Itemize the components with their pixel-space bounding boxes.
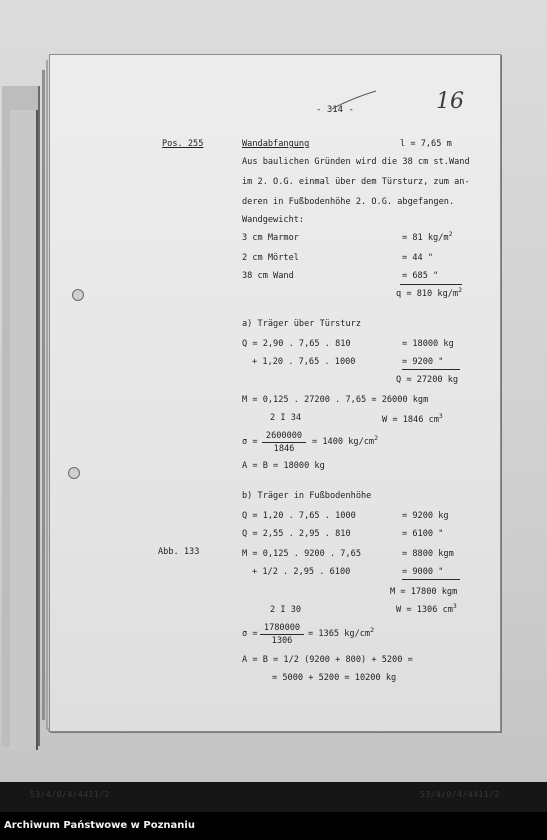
section-b-load-1: Q = 1,20 . 7,65 . 1000 xyxy=(242,511,356,521)
section-a-section-modulus: W = 1846 $cm^3$ xyxy=(382,412,443,425)
underlying-sheet-edge xyxy=(10,110,38,750)
section-a-moment: M = 0,125 . 27200 . 7,65 = 26000 kgm xyxy=(242,395,429,405)
section-b-load-2: Q = 2,55 . 2,95 . 810 xyxy=(242,529,351,539)
section-b-load-1-value: = 9200 kg xyxy=(402,511,449,521)
page-number: - 314 - xyxy=(316,105,354,115)
weight-total: q = 810 $kg/m^2$ xyxy=(396,286,463,299)
fraction-bar-b xyxy=(260,634,304,635)
intro-line-2: im 2. O.G. einmal über dem Türsturz, zum an- xyxy=(242,177,470,187)
section-a-stress-result: = 1400 $kg/cm^2$ xyxy=(312,434,379,447)
section-b-stress-result: = 1365 $kg/cm^2$ xyxy=(308,626,375,639)
section-b-reaction-1: A = B = 1/2 (9200 + 800) + 5200 = xyxy=(242,655,413,665)
section-a-stress-numerator: 2600000 xyxy=(265,431,303,441)
section-b-stress-prefix: σ = xyxy=(242,629,258,639)
section-a-load-1-value: = 18000 kg xyxy=(402,339,454,349)
film-code-left: 53/4/0/4/4411/2 xyxy=(30,790,110,799)
section-b-moment-sum: M = 17800 kgm xyxy=(390,587,458,597)
punch-hole-bottom xyxy=(68,467,80,479)
page-stack-edge-2 xyxy=(46,60,48,730)
weight-value-3: = 685 " xyxy=(402,271,439,281)
section-a-load-2-value: = 9200 " xyxy=(402,357,444,367)
section-a-title: a) Träger über Türsturz xyxy=(242,319,361,329)
section-b-title: b) Träger in Fußbodenhöhe xyxy=(242,491,372,501)
section-a-load-1: Q = 2,90 . 7,65 . 810 xyxy=(242,339,351,349)
section-b-section-modulus: W = 1306 $cm^3$ xyxy=(396,602,457,615)
film-code-right: 53/4/0/4/4411/2 xyxy=(420,790,500,799)
section-heading: Wandabfangung xyxy=(242,139,310,149)
sum-rule-2 xyxy=(402,369,460,370)
section-b-moment-2-value: = 9000 " xyxy=(402,567,444,577)
weight-label-2: 2 cm Mörtel xyxy=(242,253,299,263)
position-label: Pos. 255 xyxy=(162,139,204,149)
section-b-stress-denominator: 1306 xyxy=(271,636,293,646)
figure-reference: Abb. 133 xyxy=(158,547,200,557)
section-b-moment-2: + 1/2 . 2,95 . 6100 xyxy=(252,567,351,577)
section-a-stress-denominator: 1846 xyxy=(273,444,295,454)
span-length: l = 7,65 m xyxy=(400,139,452,149)
section-b-profile: 2 I 30 xyxy=(270,605,302,615)
sum-rule-1 xyxy=(400,284,462,285)
section-b-moment-1-value: = 8800 kgm xyxy=(402,549,454,559)
punch-hole-top xyxy=(72,289,84,301)
section-a-stress-prefix: σ = xyxy=(242,437,258,447)
section-b-stress-numerator: 1780000 xyxy=(263,623,301,633)
weight-value-1: = 81 $kg/m^2$ xyxy=(402,230,453,243)
section-b-reaction-2: = 5000 + 5200 = 10200 kg xyxy=(272,673,397,683)
handwritten-page-number: 16 xyxy=(436,89,464,114)
page-stack-edge xyxy=(42,70,45,720)
intro-line-1: Aus baulichen Gründen wird die 38 cm st.Wand xyxy=(242,157,470,167)
fraction-bar-a xyxy=(262,442,306,443)
archive-name: Archiwum Państwowe w Poznaniu xyxy=(4,820,195,831)
weight-label-1: 3 cm Marmor xyxy=(242,233,299,243)
section-a-reaction: A = B = 18000 kg xyxy=(242,461,325,471)
section-a-profile: 2 I 34 xyxy=(270,413,302,423)
section-a-load-2: + 1,20 . 7,65 . 1000 xyxy=(252,357,356,367)
intro-line-3: deren in Fußbodenhöhe 2. O.G. abgefangen. xyxy=(242,197,455,207)
handwritten-stroke xyxy=(330,89,380,113)
document-page xyxy=(49,54,501,732)
weight-label-3: 38 cm Wand xyxy=(242,271,294,281)
intro-line-4: Wandgewicht: xyxy=(242,215,305,225)
sum-rule-3 xyxy=(402,579,460,580)
weight-value-2: = 44 " xyxy=(402,253,434,263)
section-a-load-sum: Q = 27200 kg xyxy=(396,375,459,385)
section-b-load-2-value: = 6100 " xyxy=(402,529,444,539)
section-b-moment-1: M = 0,125 . 9200 . 7,65 xyxy=(242,549,361,559)
